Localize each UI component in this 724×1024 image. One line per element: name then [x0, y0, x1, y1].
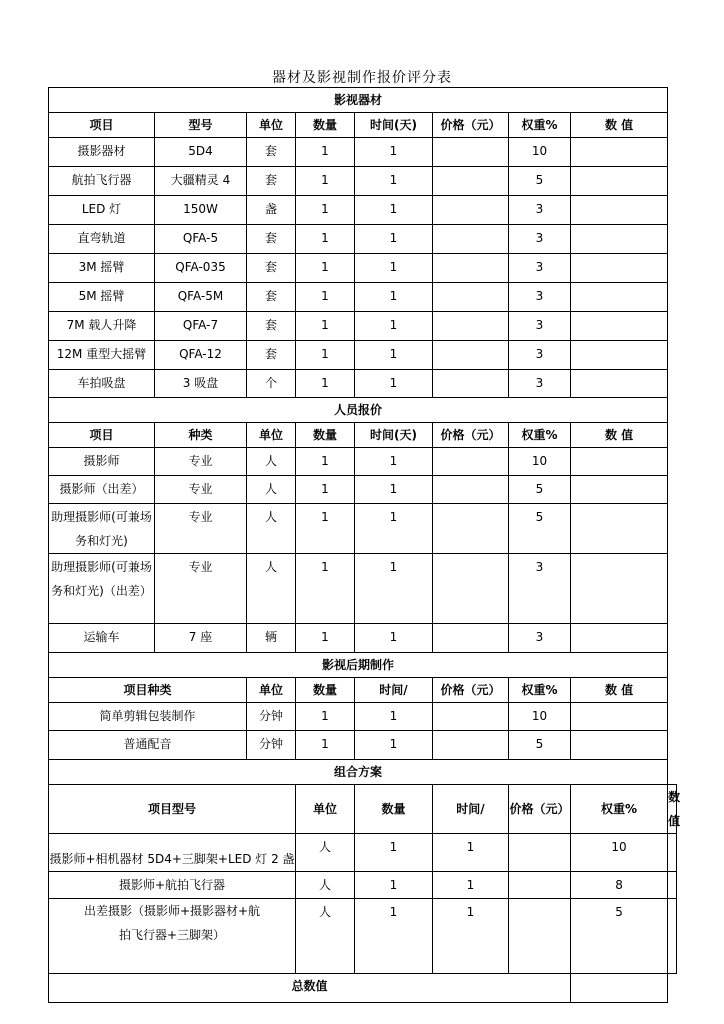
price-cell: [509, 834, 571, 872]
item-cell: LED 灯: [49, 196, 155, 225]
header-cell: 价格（元）: [433, 113, 509, 138]
weight-cell: 3: [509, 312, 571, 341]
days-cell: 1: [355, 138, 433, 167]
days-cell: 1: [355, 196, 433, 225]
price-cell: [433, 554, 509, 624]
days-cell: 1: [355, 448, 433, 476]
section-title-personnel: 人员报价: [49, 398, 668, 423]
table-row: [49, 225, 677, 254]
value-cell: [571, 167, 668, 196]
unit-cell: 套: [247, 312, 296, 341]
price-cell: [433, 370, 509, 398]
price-cell: [433, 504, 509, 554]
days-cell: 1: [355, 624, 433, 653]
table-row: [49, 254, 677, 283]
table-row: [49, 731, 677, 760]
table-row: [49, 196, 677, 225]
quantity-cell: 1: [296, 254, 355, 283]
item-cell: 助理摄影师(可兼场务和灯光)（出差）: [49, 554, 155, 624]
quantity-cell: 1: [296, 167, 355, 196]
unit-cell: 分钟: [247, 731, 296, 760]
header-cell: 单位: [296, 785, 355, 834]
quantity-cell: 1: [296, 624, 355, 653]
quantity-cell: 1: [296, 196, 355, 225]
days-cell: 1: [355, 341, 433, 370]
unit-cell: 分钟: [247, 703, 296, 731]
days-cell: 1: [355, 370, 433, 398]
model-cell: 3 吸盘: [155, 370, 247, 398]
item-cell: 运输车: [49, 624, 155, 653]
value-cell: [571, 624, 668, 653]
type-cell: 专业: [155, 554, 247, 624]
header-cell: 单位: [247, 113, 296, 138]
item-cell: 摄影师（出差）: [49, 476, 155, 504]
header-row-equipment: [49, 113, 677, 138]
item-cell: 5M 摇臂: [49, 283, 155, 312]
weight-cell: 10: [509, 138, 571, 167]
unit-cell: 人: [247, 476, 296, 504]
quantity-cell: 1: [296, 341, 355, 370]
value-cell: [571, 341, 668, 370]
time-cell: 1: [433, 899, 509, 974]
price-cell: [433, 476, 509, 504]
unit-cell: 辆: [247, 624, 296, 653]
time-cell: 1: [355, 703, 433, 731]
quantity-cell: 1: [296, 370, 355, 398]
item-cell: 摄影师+航拍飞行器: [49, 872, 296, 899]
item-cell: 直弯轨道: [49, 225, 155, 254]
unit-cell: 套: [247, 341, 296, 370]
time-cell: 1: [433, 872, 509, 899]
item-cell: 简单剪辑包装制作: [49, 703, 247, 731]
header-cell: 单位: [247, 423, 296, 448]
table-row: [49, 138, 677, 167]
section-title-post: 影视后期制作: [49, 653, 668, 678]
time-cell: 1: [433, 834, 509, 872]
weight-cell: 8: [571, 872, 668, 899]
header-cell: 数量: [296, 113, 355, 138]
weight-cell: 3: [509, 225, 571, 254]
table-row: [49, 312, 677, 341]
quantity-cell: 1: [296, 225, 355, 254]
value-cell: [571, 448, 668, 476]
item-cell: 车拍吸盘: [49, 370, 155, 398]
weight-cell: 5: [509, 167, 571, 196]
item-cell: 出差摄影（摄影师+摄影器材+航拍飞行器+三脚架）: [49, 899, 296, 974]
value-cell: [571, 283, 668, 312]
quantity-cell: 1: [355, 872, 433, 899]
table-row: [49, 370, 677, 398]
price-cell: [433, 196, 509, 225]
value-cell: [668, 834, 677, 872]
total-value: [571, 974, 668, 1003]
weight-cell: 3: [509, 283, 571, 312]
table-row: [49, 624, 677, 653]
weight-cell: 3: [509, 624, 571, 653]
days-cell: 1: [355, 225, 433, 254]
quantity-cell: 1: [296, 138, 355, 167]
table-row: [49, 283, 677, 312]
price-cell: [433, 312, 509, 341]
unit-cell: 套: [247, 283, 296, 312]
value-cell: [571, 731, 668, 760]
table-row: [49, 167, 677, 196]
table-row: [49, 554, 677, 624]
price-cell: [433, 731, 509, 760]
time-cell: 1: [355, 731, 433, 760]
days-cell: 1: [355, 554, 433, 624]
header-cell: 项目种类: [49, 678, 247, 703]
value-cell: [668, 872, 677, 899]
unit-cell: 套: [247, 138, 296, 167]
header-row-personnel: [49, 423, 677, 448]
header-cell: 单位: [247, 678, 296, 703]
quantity-cell: 1: [355, 899, 433, 974]
weight-cell: 3: [509, 341, 571, 370]
value-cell: [668, 899, 677, 974]
model-cell: QFA-12: [155, 341, 247, 370]
quantity-cell: 1: [296, 703, 355, 731]
unit-cell: 套: [247, 254, 296, 283]
item-cell: 普通配音: [49, 731, 247, 760]
header-cell: 数 值: [571, 423, 668, 448]
unit-cell: 人: [296, 834, 355, 872]
header-cell: 权重%: [509, 423, 571, 448]
model-cell: 150W: [155, 196, 247, 225]
value-cell: [571, 254, 668, 283]
item-cell: 12M 重型大摇臂: [49, 341, 155, 370]
quote-table: [48, 87, 681, 1003]
price-cell: [433, 254, 509, 283]
weight-cell: 5: [509, 504, 571, 554]
header-cell: 数量: [296, 678, 355, 703]
header-row-post: [49, 678, 677, 703]
table-row: [49, 341, 677, 370]
header-cell: 时间/: [355, 678, 433, 703]
weight-cell: 10: [509, 703, 571, 731]
quantity-cell: 1: [296, 283, 355, 312]
value-cell: [571, 225, 668, 254]
value-cell: [571, 554, 668, 624]
price-cell: [433, 138, 509, 167]
item-cell: 摄影师: [49, 448, 155, 476]
header-cell: 数量: [355, 785, 433, 834]
price-cell: [433, 283, 509, 312]
item-cell: 航拍飞行器: [49, 167, 155, 196]
item-cell: 3M 摇臂: [49, 254, 155, 283]
item-cell: 摄影师+相机器材 5D4+三脚架+LED 灯 2 盏: [49, 834, 296, 872]
price-cell: [433, 167, 509, 196]
type-cell: 专业: [155, 504, 247, 554]
quantity-cell: 1: [296, 554, 355, 624]
weight-cell: 10: [509, 448, 571, 476]
days-cell: 1: [355, 254, 433, 283]
value-cell: [571, 703, 668, 731]
weight-cell: 5: [509, 476, 571, 504]
price-cell: [433, 448, 509, 476]
days-cell: 1: [355, 476, 433, 504]
header-cell: 项目型号: [49, 785, 296, 834]
header-cell: 权重%: [509, 678, 571, 703]
days-cell: 1: [355, 312, 433, 341]
price-cell: [509, 899, 571, 974]
value-cell: [571, 504, 668, 554]
price-cell: [509, 872, 571, 899]
section-title-combo: 组合方案: [49, 760, 668, 785]
price-cell: [433, 703, 509, 731]
unit-cell: 人: [247, 554, 296, 624]
value-cell: [571, 196, 668, 225]
days-cell: 1: [355, 167, 433, 196]
value-cell: [571, 312, 668, 341]
item-cell: 助理摄影师(可兼场务和灯光): [49, 504, 155, 554]
model-cell: 大疆精灵 4: [155, 167, 247, 196]
weight-cell: 3: [509, 554, 571, 624]
header-row-combo: [49, 785, 677, 834]
weight-cell: 3: [509, 254, 571, 283]
header-cell: 型号: [155, 113, 247, 138]
quantity-cell: 1: [296, 504, 355, 554]
value-cell: [571, 370, 668, 398]
weight-cell: 3: [509, 370, 571, 398]
table-row: [49, 899, 677, 974]
quantity-cell: 1: [296, 312, 355, 341]
header-cell: 时间(天): [355, 423, 433, 448]
header-cell: 权重%: [571, 785, 668, 834]
header-cell: 数 值: [571, 113, 668, 138]
type-cell: 专业: [155, 476, 247, 504]
table-row: [49, 834, 677, 872]
header-cell: 权重%: [509, 113, 571, 138]
model-cell: QFA-5M: [155, 283, 247, 312]
quantity-cell: 1: [296, 448, 355, 476]
unit-cell: 人: [296, 872, 355, 899]
type-cell: 专业: [155, 448, 247, 476]
weight-cell: 5: [509, 731, 571, 760]
unit-cell: 人: [247, 504, 296, 554]
weight-cell: 5: [571, 899, 668, 974]
days-cell: 1: [355, 504, 433, 554]
header-cell: 种类: [155, 423, 247, 448]
value-cell: [571, 138, 668, 167]
header-cell: 时间(天): [355, 113, 433, 138]
table-row: [49, 448, 677, 476]
unit-cell: 套: [247, 167, 296, 196]
header-cell: 项目: [49, 113, 155, 138]
table-row: [49, 872, 677, 899]
price-cell: [433, 225, 509, 254]
quantity-cell: 1: [355, 834, 433, 872]
item-cell: 摄影器材: [49, 138, 155, 167]
weight-cell: 3: [509, 196, 571, 225]
header-cell: 价格（元）: [433, 678, 509, 703]
unit-cell: 个: [247, 370, 296, 398]
model-cell: QFA-7: [155, 312, 247, 341]
table-row: [49, 504, 677, 554]
header-cell: 数 值: [571, 678, 668, 703]
model-cell: QFA-035: [155, 254, 247, 283]
model-cell: 5D4: [155, 138, 247, 167]
total-row: [49, 974, 677, 1003]
unit-cell: 人: [247, 448, 296, 476]
header-cell: 数量: [296, 423, 355, 448]
type-cell: 7 座: [155, 624, 247, 653]
table-row: [49, 703, 677, 731]
header-cell: 时间/: [433, 785, 509, 834]
days-cell: 1: [355, 283, 433, 312]
unit-cell: 套: [247, 225, 296, 254]
quantity-cell: 1: [296, 476, 355, 504]
unit-cell: 人: [296, 899, 355, 974]
quantity-cell: 1: [296, 731, 355, 760]
unit-cell: 盏: [247, 196, 296, 225]
model-cell: QFA-5: [155, 225, 247, 254]
price-cell: [433, 341, 509, 370]
header-cell: 项目: [49, 423, 155, 448]
price-cell: [433, 624, 509, 653]
header-cell: 数 值: [668, 785, 677, 834]
total-label: 总数值: [49, 974, 571, 1003]
weight-cell: 10: [571, 834, 668, 872]
page-title: 器材及影视制作报价评分表: [272, 70, 452, 86]
section-title-equipment: 影视器材: [49, 88, 668, 113]
value-cell: [571, 476, 668, 504]
header-cell: 价格（元）: [509, 785, 571, 834]
item-cell: 7M 载人升降: [49, 312, 155, 341]
table-row: [49, 476, 677, 504]
header-cell: 价格（元）: [433, 423, 509, 448]
